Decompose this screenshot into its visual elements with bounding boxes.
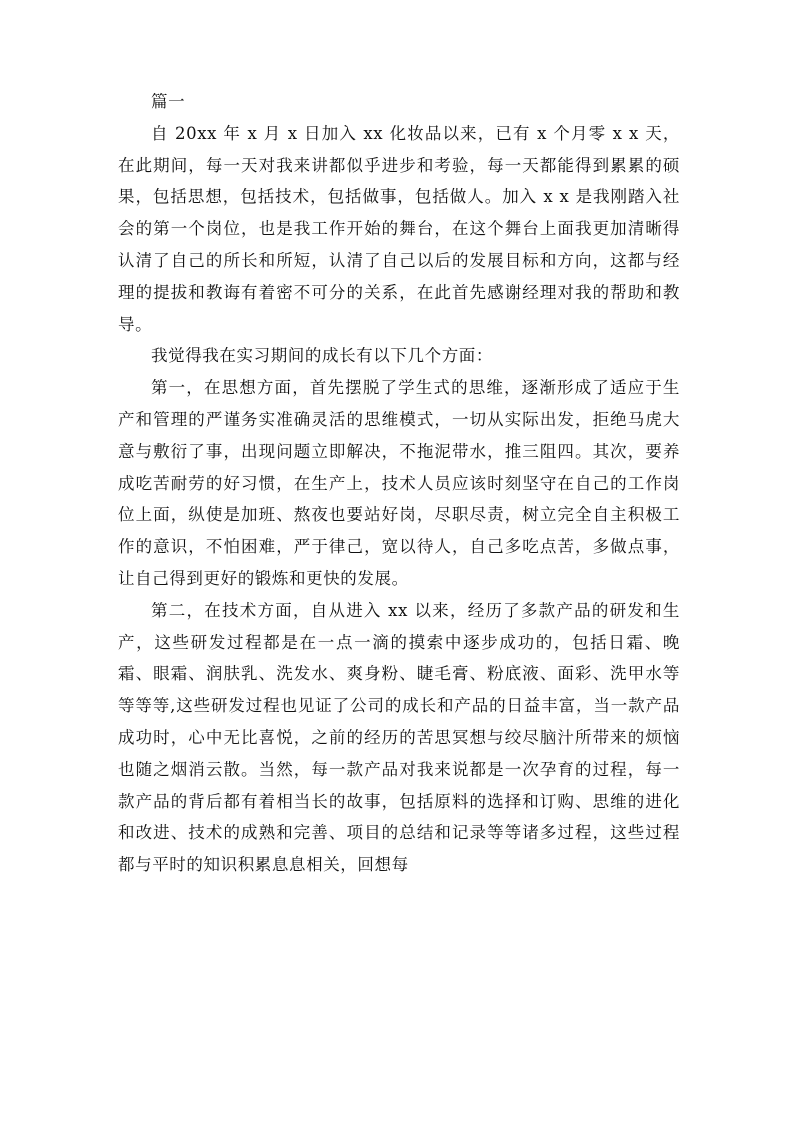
paragraph-thinking: 第一，在思想方面，首先摆脱了学生式的思维，逐渐形成了适应于生产和管理的严谨务实准确灵活的思维模式，一切从实际出发，拒绝马虎大意与敷衍了事，出现问题立即解决，不拖泥带水，推三阻四。其次，要养成吃苦耐劳的好习惯，在生产上，技术人员应该时刻坚守在自己的工作岗位上面，纵使是加班、熬夜也要站好岗，尽职尽责，树立完全自主积极工作的意识，不怕困难，严于律己，宽以待人，自己多吃点苦，多做点事，让自己得到更好的锻炼和更快的发展。 <box>118 378 680 588</box>
paragraph-intro: 自 20xx 年 x 月 x 日加入 xx 化妆品以来，已有 x 个月零 x x 天，在此期间，每一天对我来讲都似乎进步和考验，每一天都能得到累累的硕果，包括思想，包括技术，包括做事，包括做人。加入 x x 是我刚踏入社会的第一个岗位，也是我工作开始的舞台，在这个舞台上面我更加清晰得认清了自己的所长和所短，认清了自己以后的发展目标和方向，这都与经理的提拔和教诲有着密不可分的关系，在此首先感谢经理对我的帮助和教导。 <box>118 123 680 334</box>
document-body <box>118 86 680 881</box>
paragraph-technology: 第二，在技术方面，自从进入 xx 以来，经历了多款产品的研发和生产，这些研发过程都是在一点一滴的摸索中逐步成功的，包括日霜、晚霜、眼霜、润肤乳、洗发水、爽身粉、睫毛膏、粉底液、面彩、洗甲水等等等等,这些研发过程也见证了公司的成长和产品的日益丰富，当一款产品成功时，心中无比喜悦，之前的经历的苦思冥想与绞尽脑汁所带来的烦恼也随之烟消云散。当然，每一款产品对我来说都是一次孕育的过程，每一款产品的背后都有着相当长的故事，包括原料的选择和订购、思维的进化和改进、技术的成熟和完善、项目的总结和记录等等诸多过程，这些过程都与平时的知识积累息息相关，回想每 <box>118 600 680 875</box>
section-heading: 篇一 <box>151 92 186 111</box>
paragraph-growth-summary: 我觉得我在实习期间的成长有以下几个方面： <box>151 346 493 366</box>
